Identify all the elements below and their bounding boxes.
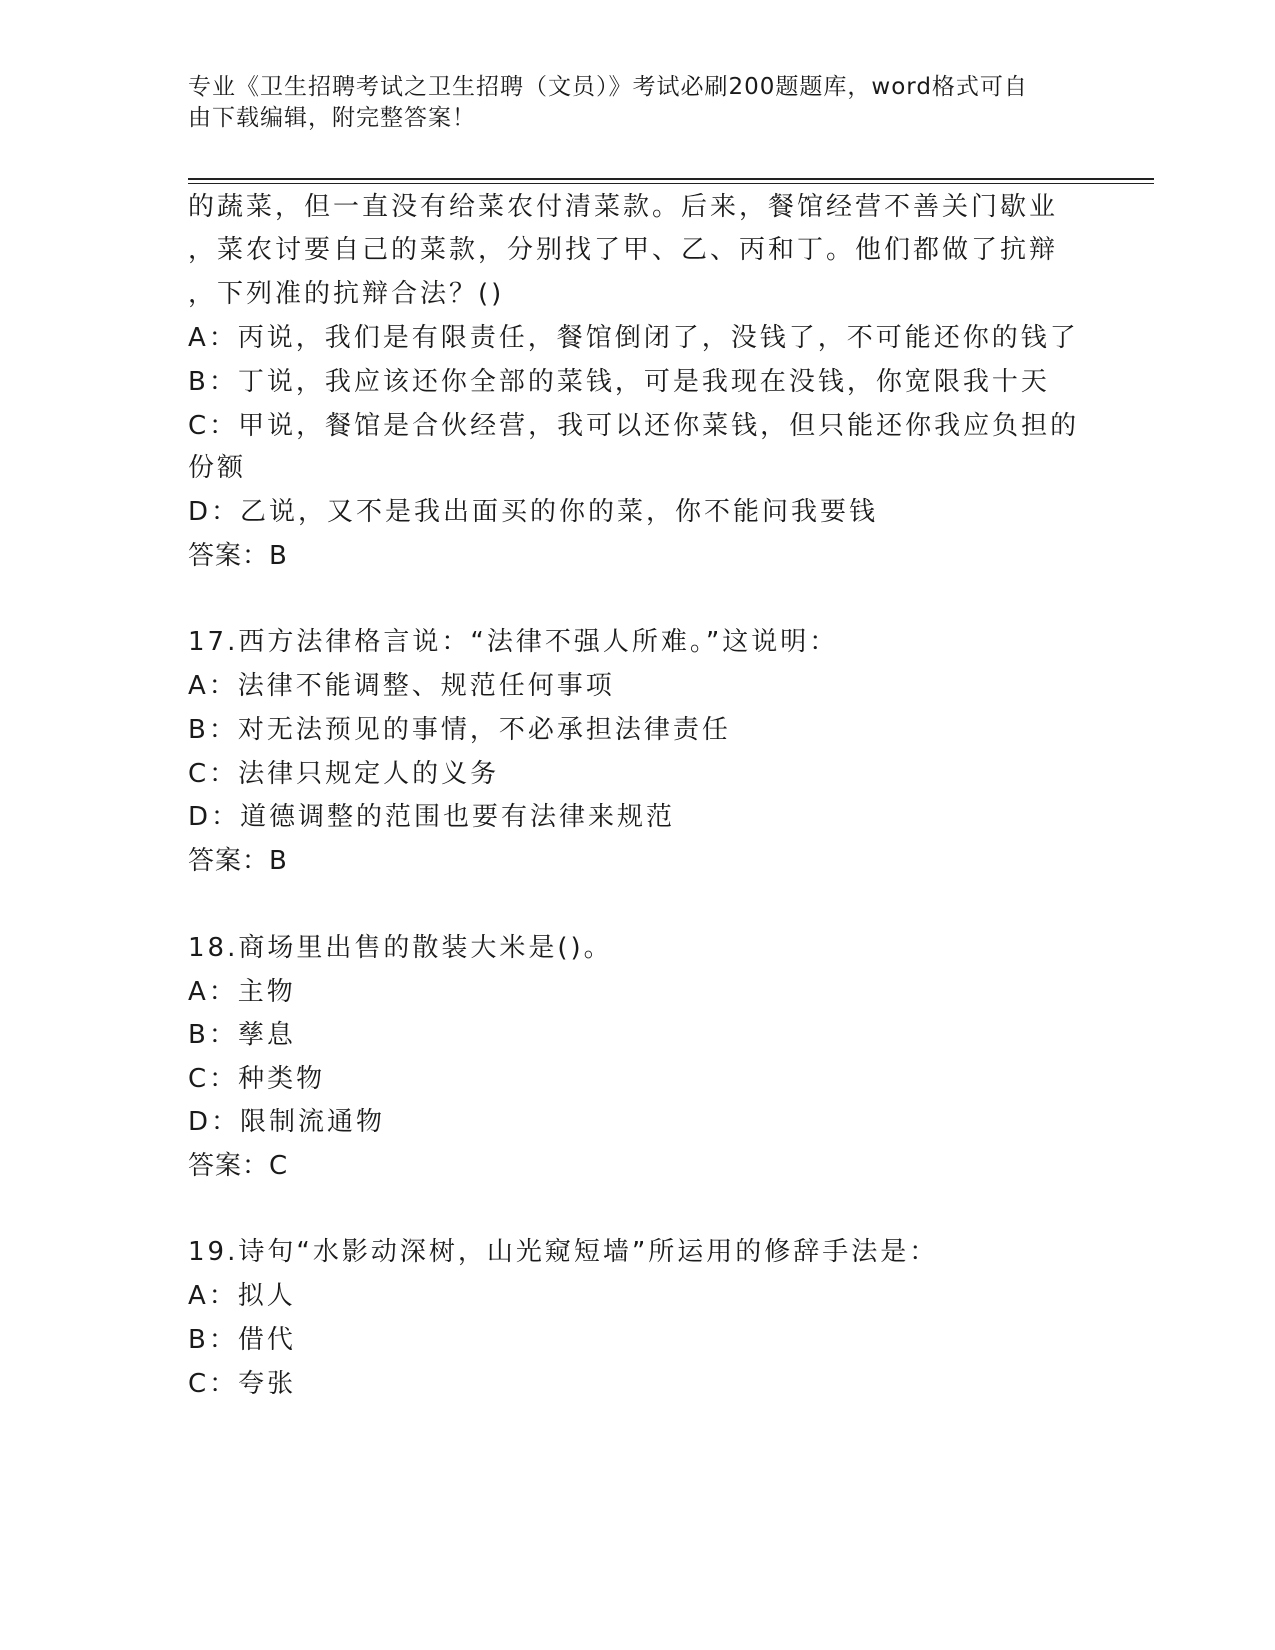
header-line-1: 专业《卫生招聘考试之卫生招聘（文员）》考试必刷200题题库，word格式可自 [188,74,1028,100]
q18-option-b: B：孳息 [188,1020,296,1050]
q17-stem: 17.西方法律格言说：“法律不强人所难。”这说明： [188,627,839,657]
q16-option-c-cont: 份额 [188,453,247,483]
q18-option-a: A：主物 [188,977,296,1007]
q19-option-b: B：借代 [188,1325,296,1355]
header-line-2: 由下载编辑，附完整答案！ [188,105,476,131]
q19-stem: 19.诗句“水影动深树，山光窥短墙”所运用的修辞手法是： [188,1237,939,1267]
q17-option-a: A：法律不能调整、规范任何事项 [188,671,615,701]
q17-option-b: B：对无法预见的事情，不必承担法律责任 [188,715,731,745]
q19-option-c: C：夸张 [188,1369,297,1399]
q17-answer: 答案：B [188,846,288,876]
document-header [188,72,1068,134]
q16-option-d: D：乙说，又不是我出面买的你的菜，你不能问我要钱 [188,497,879,527]
q16-option-c: C：甲说，餐馆是合伙经营，我可以还你菜钱，但只能还你我应负担的 [188,411,1080,441]
q16-option-b: B：丁说，我应该还你全部的菜钱，可是我现在没钱，你宽限我十天 [188,367,1050,397]
q18-stem: 18.商场里出售的散装大米是()。 [188,933,613,963]
q16-stem-line-1: 的蔬菜，但一直没有给菜农付清菜款。后来，餐馆经营不善关门歇业 [188,192,1059,222]
header-rule-thick [188,178,1154,180]
q16-answer: 答案：B [188,541,288,571]
q17-option-c: C：法律只规定人的义务 [188,759,500,789]
q18-option-c: C：种类物 [188,1064,326,1094]
q18-answer: 答案：C [188,1151,289,1181]
q19-option-a: A：拟人 [188,1281,296,1311]
q16-stem-line-2: ，菜农讨要自己的菜款，分别找了甲、乙、丙和丁。他们都做了抗辩 [188,235,1059,265]
q17-option-d: D：道德调整的范围也要有法律来规范 [188,802,676,832]
header-rule-thin [188,183,1154,184]
q18-option-d: D：限制流通物 [188,1107,386,1137]
q16-option-a: A：丙说，我们是有限责任，餐馆倒闭了，没钱了，不可能还你的钱了 [188,323,1079,353]
q16-stem-line-3: ，下列准的抗辩合法？() [188,279,505,309]
